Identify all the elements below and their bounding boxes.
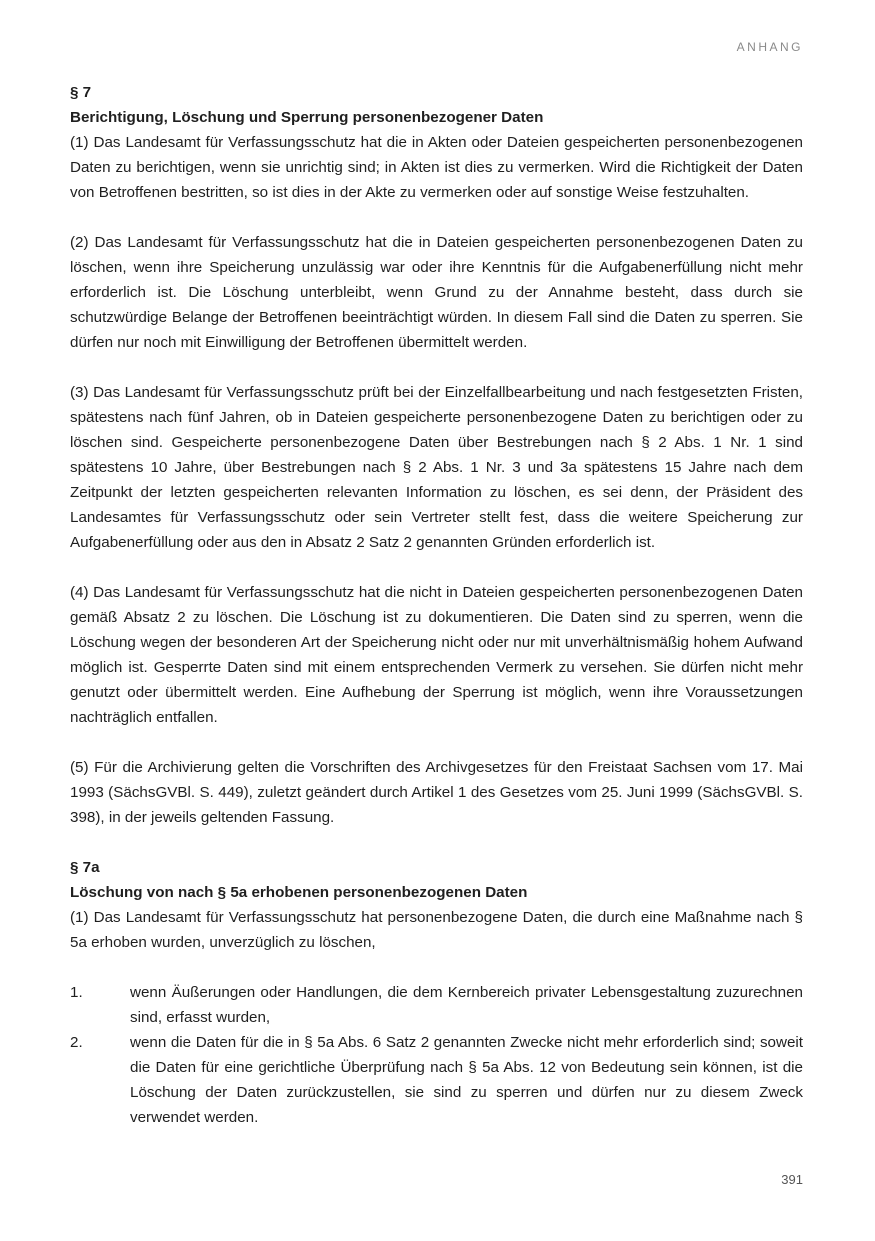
list-item <box>70 1030 803 1130</box>
document-body <box>70 80 803 1130</box>
section-number: § 7 <box>70 84 92 101</box>
section-title: Löschung von nach § 5a erhobenen personenbezogenen Daten <box>70 884 528 901</box>
paragraph: (1) Das Landesamt für Verfassungsschutz hat die in Akten oder Dateien gespeicherten personenbezogenen Daten zu berichtigen, wenn sie unrichtig sind; in Akten ist dies zu vermerken. Wird die Richtigkeit der Daten von Betroffenen bestritten, so ist dies in der Akte zu vermerken oder auf sonstige Weise festzuhalten. <box>70 134 803 201</box>
list-item-number: 2. <box>70 1034 83 1051</box>
list-item-text: wenn Äußerungen oder Handlungen, die dem Kernbereich privater Lebensgestaltung zuzurechnen sind, erfasst wurden, <box>130 984 803 1026</box>
paragraph: (1) Das Landesamt für Verfassungsschutz hat personenbezogene Daten, die durch eine Maßnahme nach § 5a erhoben wurden, unverzüglich zu löschen, <box>70 909 803 951</box>
section-title: Berichtigung, Löschung und Sperrung personenbezogener Daten <box>70 109 544 126</box>
numbered-list <box>70 980 803 1130</box>
section-7a <box>70 855 803 1130</box>
paragraph: (3) Das Landesamt für Verfassungsschutz prüft bei der Einzelfallbearbeitung und nach festgesetzten Fristen, spätestens nach fünf Jahren, ob in Dateien gespeicherte personenbezogene Daten zu berichtigen oder zu löschen sind. Gespeicherte personenbezogene Daten über Bestrebungen nach § 2 Abs. 1 Nr. 1 sind spätestens 10 Jahre, über Bestrebungen nach § 2 Abs. 1 Nr. 3 und 3a spätestens 15 Jahre nach dem Zeitpunkt der letzten gespeicherten relevanten Information zu löschen, es sei denn, der Präsident des Landesamtes für Verfassungsschutz oder sein Vertreter stellt fest, dass die weitere Speicherung zur Aufgabenerfüllung oder aus den in Absatz 2 Satz 2 genannten Gründen erforderlich ist. <box>70 384 803 551</box>
list-item <box>70 980 803 1030</box>
list-item-number: 1. <box>70 984 83 1001</box>
list-item-text: wenn die Daten für die in § 5a Abs. 6 Satz 2 genannten Zwecke nicht mehr erforderlich sind; soweit die Daten für eine gerichtliche Überprüfung nach § 5a Abs. 12 von Bedeutung sein können, ist die Löschung der Daten zurückzustellen, sie sind zu sperren und dürfen nur zu diesem Zweck verwendet werden. <box>130 1034 803 1126</box>
page-number: 391 <box>781 1172 803 1187</box>
paragraph: (2) Das Landesamt für Verfassungsschutz hat die in Dateien gespeicherten personenbezogenen Daten zu löschen, wenn ihre Speicherung unzulässig war oder ihre Kenntnis für die Aufgabenerfüllung nicht mehr erforderlich ist. Die Löschung unterbleibt, wenn Grund zu der Annahme besteht, dass durch sie schutzwürdige Belange der Betroffenen beeinträchtigt würden. In diesem Fall sind die Daten zu sperren. Sie dürfen nur noch mit Einwilligung der Betroffenen übermittelt werden. <box>70 234 803 351</box>
paragraph: (5) Für die Archivierung gelten die Vorschriften des Archivgesetzes für den Freistaat Sachsen vom 17. Mai 1993 (SächsGVBl. S. 449), zuletzt geändert durch Artikel 1 des Gesetzes vom 25. Juni 1999 (SächsGVBl. S. 398), in der jeweils geltenden Fassung. <box>70 759 803 826</box>
section-number: § 7a <box>70 859 100 876</box>
section-7 <box>70 80 803 830</box>
running-header: ANHANG <box>736 40 803 54</box>
paragraph: (4) Das Landesamt für Verfassungsschutz hat die nicht in Dateien gespeicherten personenbezogenen Daten gemäß Absatz 2 zu löschen. Die Löschung ist zu dokumentieren. Die Daten sind zu sperren, wenn die Löschung wegen der besonderen Art der Speicherung nicht oder nur mit unverhältnismäßig hohem Aufwand möglich ist. Gesperrte Daten sind mit einem entsprechenden Vermerk zu versehen. Sie dürfen nicht mehr genutzt oder übermittelt werden. Eine Aufhebung der Sperrung ist möglich, wenn ihre Voraussetzungen nachträglich entfallen. <box>70 584 803 726</box>
